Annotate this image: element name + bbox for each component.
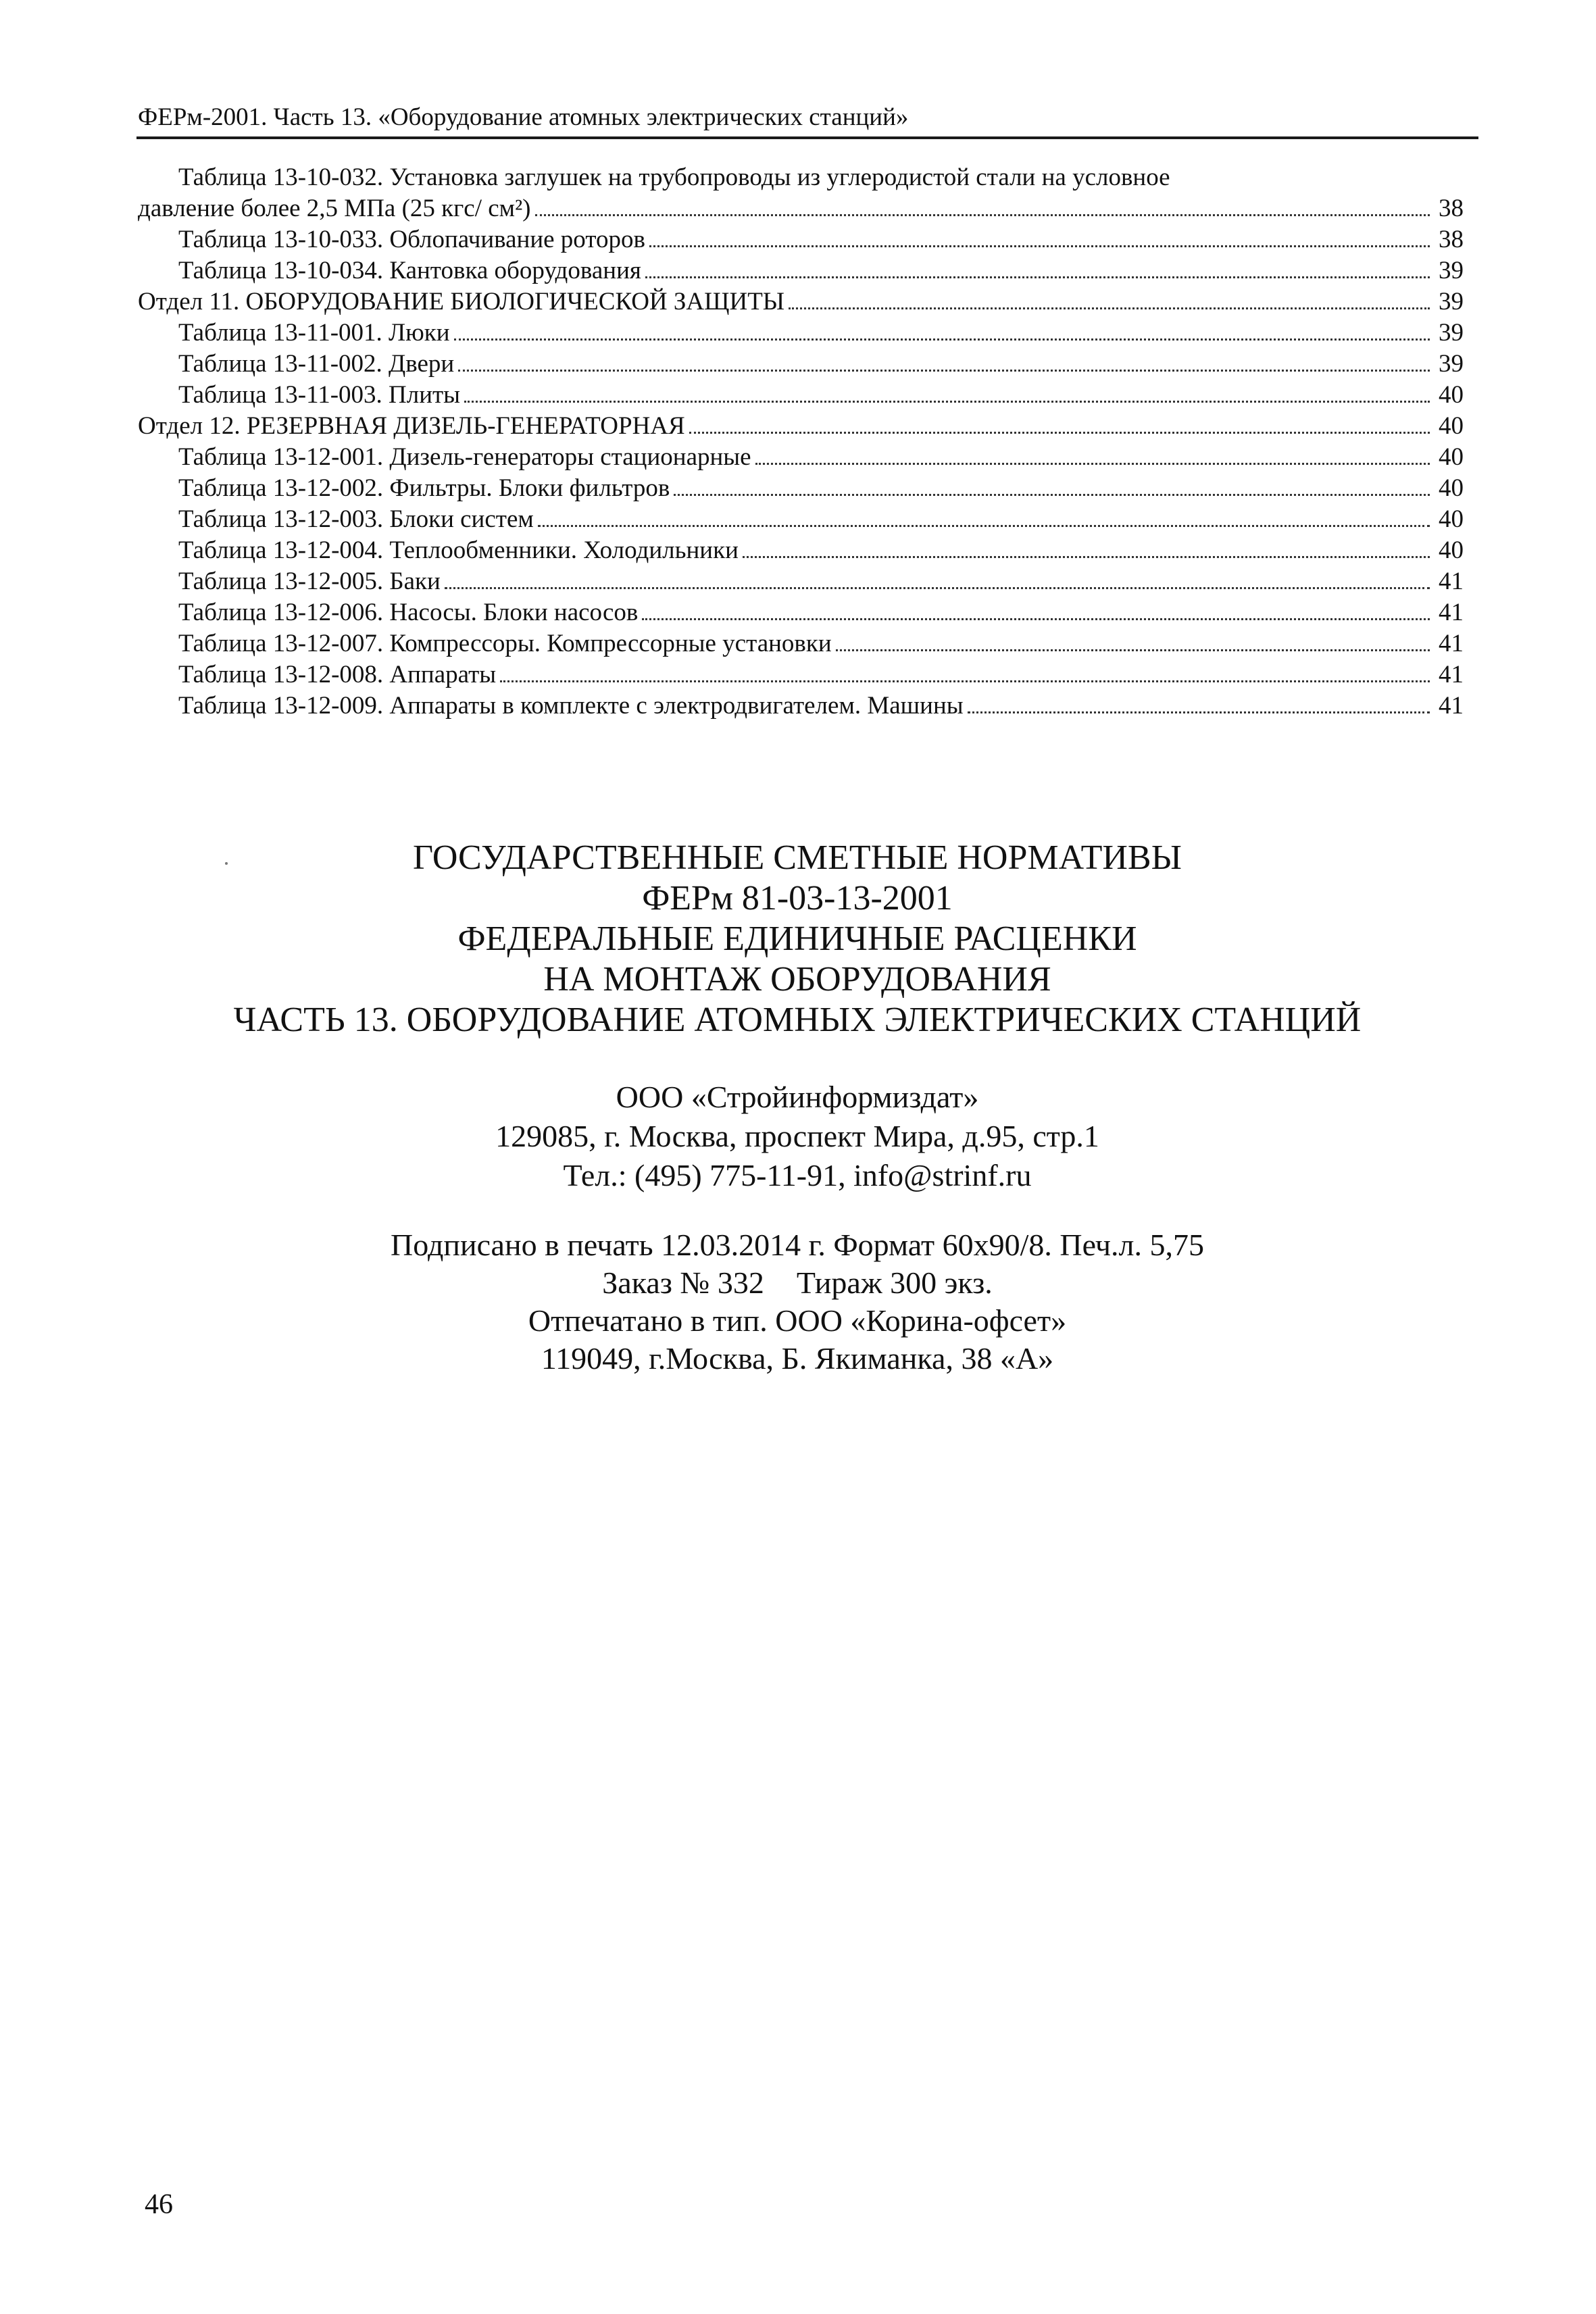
toc-page-number: 38 bbox=[1439, 195, 1464, 222]
toc-entry-title: Таблица 13-10-033. Облопачивание роторов bbox=[178, 226, 645, 253]
toc-entry-row bbox=[138, 380, 1464, 411]
title-line-1: ГОСУДАРСТВЕННЫЕ СМЕТНЫЕ НОРМАТИВЫ bbox=[413, 838, 1182, 877]
toc-entry-row bbox=[138, 597, 1464, 628]
toc-page-number: 39 bbox=[1439, 288, 1464, 316]
toc-page-number: 40 bbox=[1439, 474, 1464, 502]
toc-entry-row bbox=[138, 162, 1464, 193]
toc-dot-leader bbox=[535, 214, 1430, 216]
toc-entry-title: Отдел 12. РЕЗЕРВНАЯ ДИЗЕЛЬ-ГЕНЕРАТОРНАЯ bbox=[138, 412, 685, 440]
title-block bbox=[122, 838, 1473, 1040]
toc-entry-row bbox=[138, 566, 1464, 597]
toc-entry-title: Таблица 13-12-009. Аппараты в комплекте с электродвигателем. Машины bbox=[178, 692, 964, 720]
toc-section-row bbox=[138, 411, 1464, 442]
toc-dot-leader bbox=[454, 338, 1430, 341]
toc-entry-row bbox=[138, 473, 1464, 504]
toc-dot-leader bbox=[500, 680, 1430, 682]
toc-page-number: 39 bbox=[1439, 319, 1464, 347]
print-info-block bbox=[122, 1226, 1473, 1378]
toc-dot-leader bbox=[968, 711, 1430, 713]
toc-entry-row bbox=[138, 224, 1464, 255]
toc-entry-row bbox=[138, 442, 1464, 473]
toc-page-number: 41 bbox=[1439, 661, 1464, 688]
title-line-4: НА МОНТАЖ ОБОРУДОВАНИЯ bbox=[543, 960, 1051, 999]
printed-at: Отпечатано в тип. ООО «Корина-офсет» bbox=[528, 1303, 1067, 1338]
toc-dot-leader bbox=[755, 463, 1430, 465]
toc-page-number: 39 bbox=[1439, 350, 1464, 378]
toc-dot-leader bbox=[464, 401, 1430, 403]
toc-entry-title: Таблица 13-12-005. Баки bbox=[178, 568, 441, 595]
toc-entry-row bbox=[138, 690, 1464, 722]
toc-dot-leader bbox=[743, 556, 1430, 558]
title-line-5: ЧАСТЬ 13. ОБОРУДОВАНИЕ АТОМНЫХ ЭЛЕКТРИЧЕСКИХ СТАНЦИЙ bbox=[233, 1001, 1362, 1039]
toc-entry-title: Таблица 13-11-003. Плиты bbox=[178, 381, 461, 409]
toc-entry-row bbox=[138, 504, 1464, 535]
toc-dot-leader bbox=[645, 276, 1430, 278]
toc-dot-leader bbox=[538, 525, 1430, 527]
toc-entry-title: Таблица 13-11-002. Двери bbox=[178, 350, 455, 378]
toc-page-number: 40 bbox=[1439, 381, 1464, 409]
toc-entry-title: Таблица 13-12-007. Компрессоры. Компрессорные установки bbox=[178, 630, 832, 657]
toc-entry-title: Таблица 13-10-032. Установка заглушек на трубопроводы из углеродистой стали на условное bbox=[178, 164, 1170, 191]
publisher-block bbox=[122, 1078, 1473, 1195]
print-order-line bbox=[122, 1264, 1473, 1302]
toc-page-number: 41 bbox=[1439, 692, 1464, 720]
publisher-name: ООО «Стройинформиздат» bbox=[616, 1080, 979, 1114]
toc-page-number: 40 bbox=[1439, 505, 1464, 533]
toc-entry-row bbox=[138, 318, 1464, 349]
toc-page-number: 39 bbox=[1439, 257, 1464, 284]
toc-entry-title: Отдел 11. ОБОРУДОВАНИЕ БИОЛОГИЧЕСКОЙ ЗАЩИТЫ bbox=[138, 288, 785, 316]
toc-entry-title: Таблица 13-12-008. Аппараты bbox=[178, 661, 497, 688]
toc-entry-title: Таблица 13-12-002. Фильтры. Блоки фильтров bbox=[178, 474, 670, 502]
toc-dot-leader bbox=[445, 587, 1430, 589]
print-order: Заказ № 332 bbox=[602, 1265, 764, 1300]
toc-entry-row bbox=[138, 349, 1464, 380]
title-line-2: ФЕРм 81-03-13-2001 bbox=[642, 879, 953, 917]
toc-entry-title: Таблица 13-12-003. Блоки систем bbox=[178, 505, 534, 533]
toc-dot-leader bbox=[458, 370, 1430, 372]
header-rule bbox=[136, 136, 1478, 139]
toc-page-number: 38 bbox=[1439, 226, 1464, 253]
table-of-contents bbox=[138, 162, 1464, 722]
toc-entry-title: Таблица 13-10-034. Кантовка оборудования bbox=[178, 257, 641, 284]
toc-entry-row bbox=[138, 193, 1464, 224]
page-number: 46 bbox=[145, 2189, 173, 2220]
toc-dot-leader bbox=[642, 618, 1430, 620]
toc-entry-row bbox=[138, 659, 1464, 690]
toc-entry-title: Таблица 13-12-001. Дизель-генераторы стационарные bbox=[178, 443, 751, 471]
title-line-3: ФЕДЕРАЛЬНЫЕ ЕДИНИЧНЫЕ РАСЦЕНКИ bbox=[457, 920, 1137, 958]
toc-entry-title: Таблица 13-11-001. Люки bbox=[178, 319, 450, 347]
toc-entry-row bbox=[138, 535, 1464, 566]
running-header: ФЕРм-2001. Часть 13. «Оборудование атомных электрических станций» bbox=[138, 103, 909, 131]
print-signed: Подписано в печать 12.03.2014 г. Формат 60х90/8. Печ.л. 5,75 bbox=[391, 1228, 1204, 1262]
publisher-address: 129085, г. Москва, проспект Мира, д.95, стр.1 bbox=[495, 1119, 1099, 1153]
toc-entry-row bbox=[138, 255, 1464, 286]
toc-dot-leader bbox=[649, 245, 1430, 247]
toc-entry-title: Таблица 13-12-006. Насосы. Блоки насосов bbox=[178, 599, 639, 626]
toc-dot-leader bbox=[689, 432, 1430, 434]
toc-page-number: 40 bbox=[1439, 536, 1464, 564]
toc-entry-title: Таблица 13-12-004. Теплообменники. Холодильники bbox=[178, 536, 739, 564]
toc-dot-leader bbox=[674, 494, 1430, 496]
printer-address: 119049, г.Москва, Б. Якиманка, 38 «А» bbox=[541, 1341, 1054, 1376]
toc-dot-leader bbox=[836, 649, 1430, 651]
toc-page-number: 41 bbox=[1439, 599, 1464, 626]
print-run: Тираж 300 экз. bbox=[796, 1265, 993, 1300]
toc-section-row bbox=[138, 286, 1464, 318]
toc-dot-leader bbox=[789, 307, 1430, 309]
publisher-contacts: Тел.: (495) 775-11-91, info@strinf.ru bbox=[563, 1158, 1032, 1192]
toc-entry-title: давление более 2,5 МПа (25 кгс/ см²) bbox=[138, 195, 531, 222]
toc-entry-row bbox=[138, 628, 1464, 659]
toc-page-number: 40 bbox=[1439, 412, 1464, 440]
toc-page-number: 41 bbox=[1439, 630, 1464, 657]
toc-page-number: 40 bbox=[1439, 443, 1464, 471]
toc-page-number: 41 bbox=[1439, 568, 1464, 595]
